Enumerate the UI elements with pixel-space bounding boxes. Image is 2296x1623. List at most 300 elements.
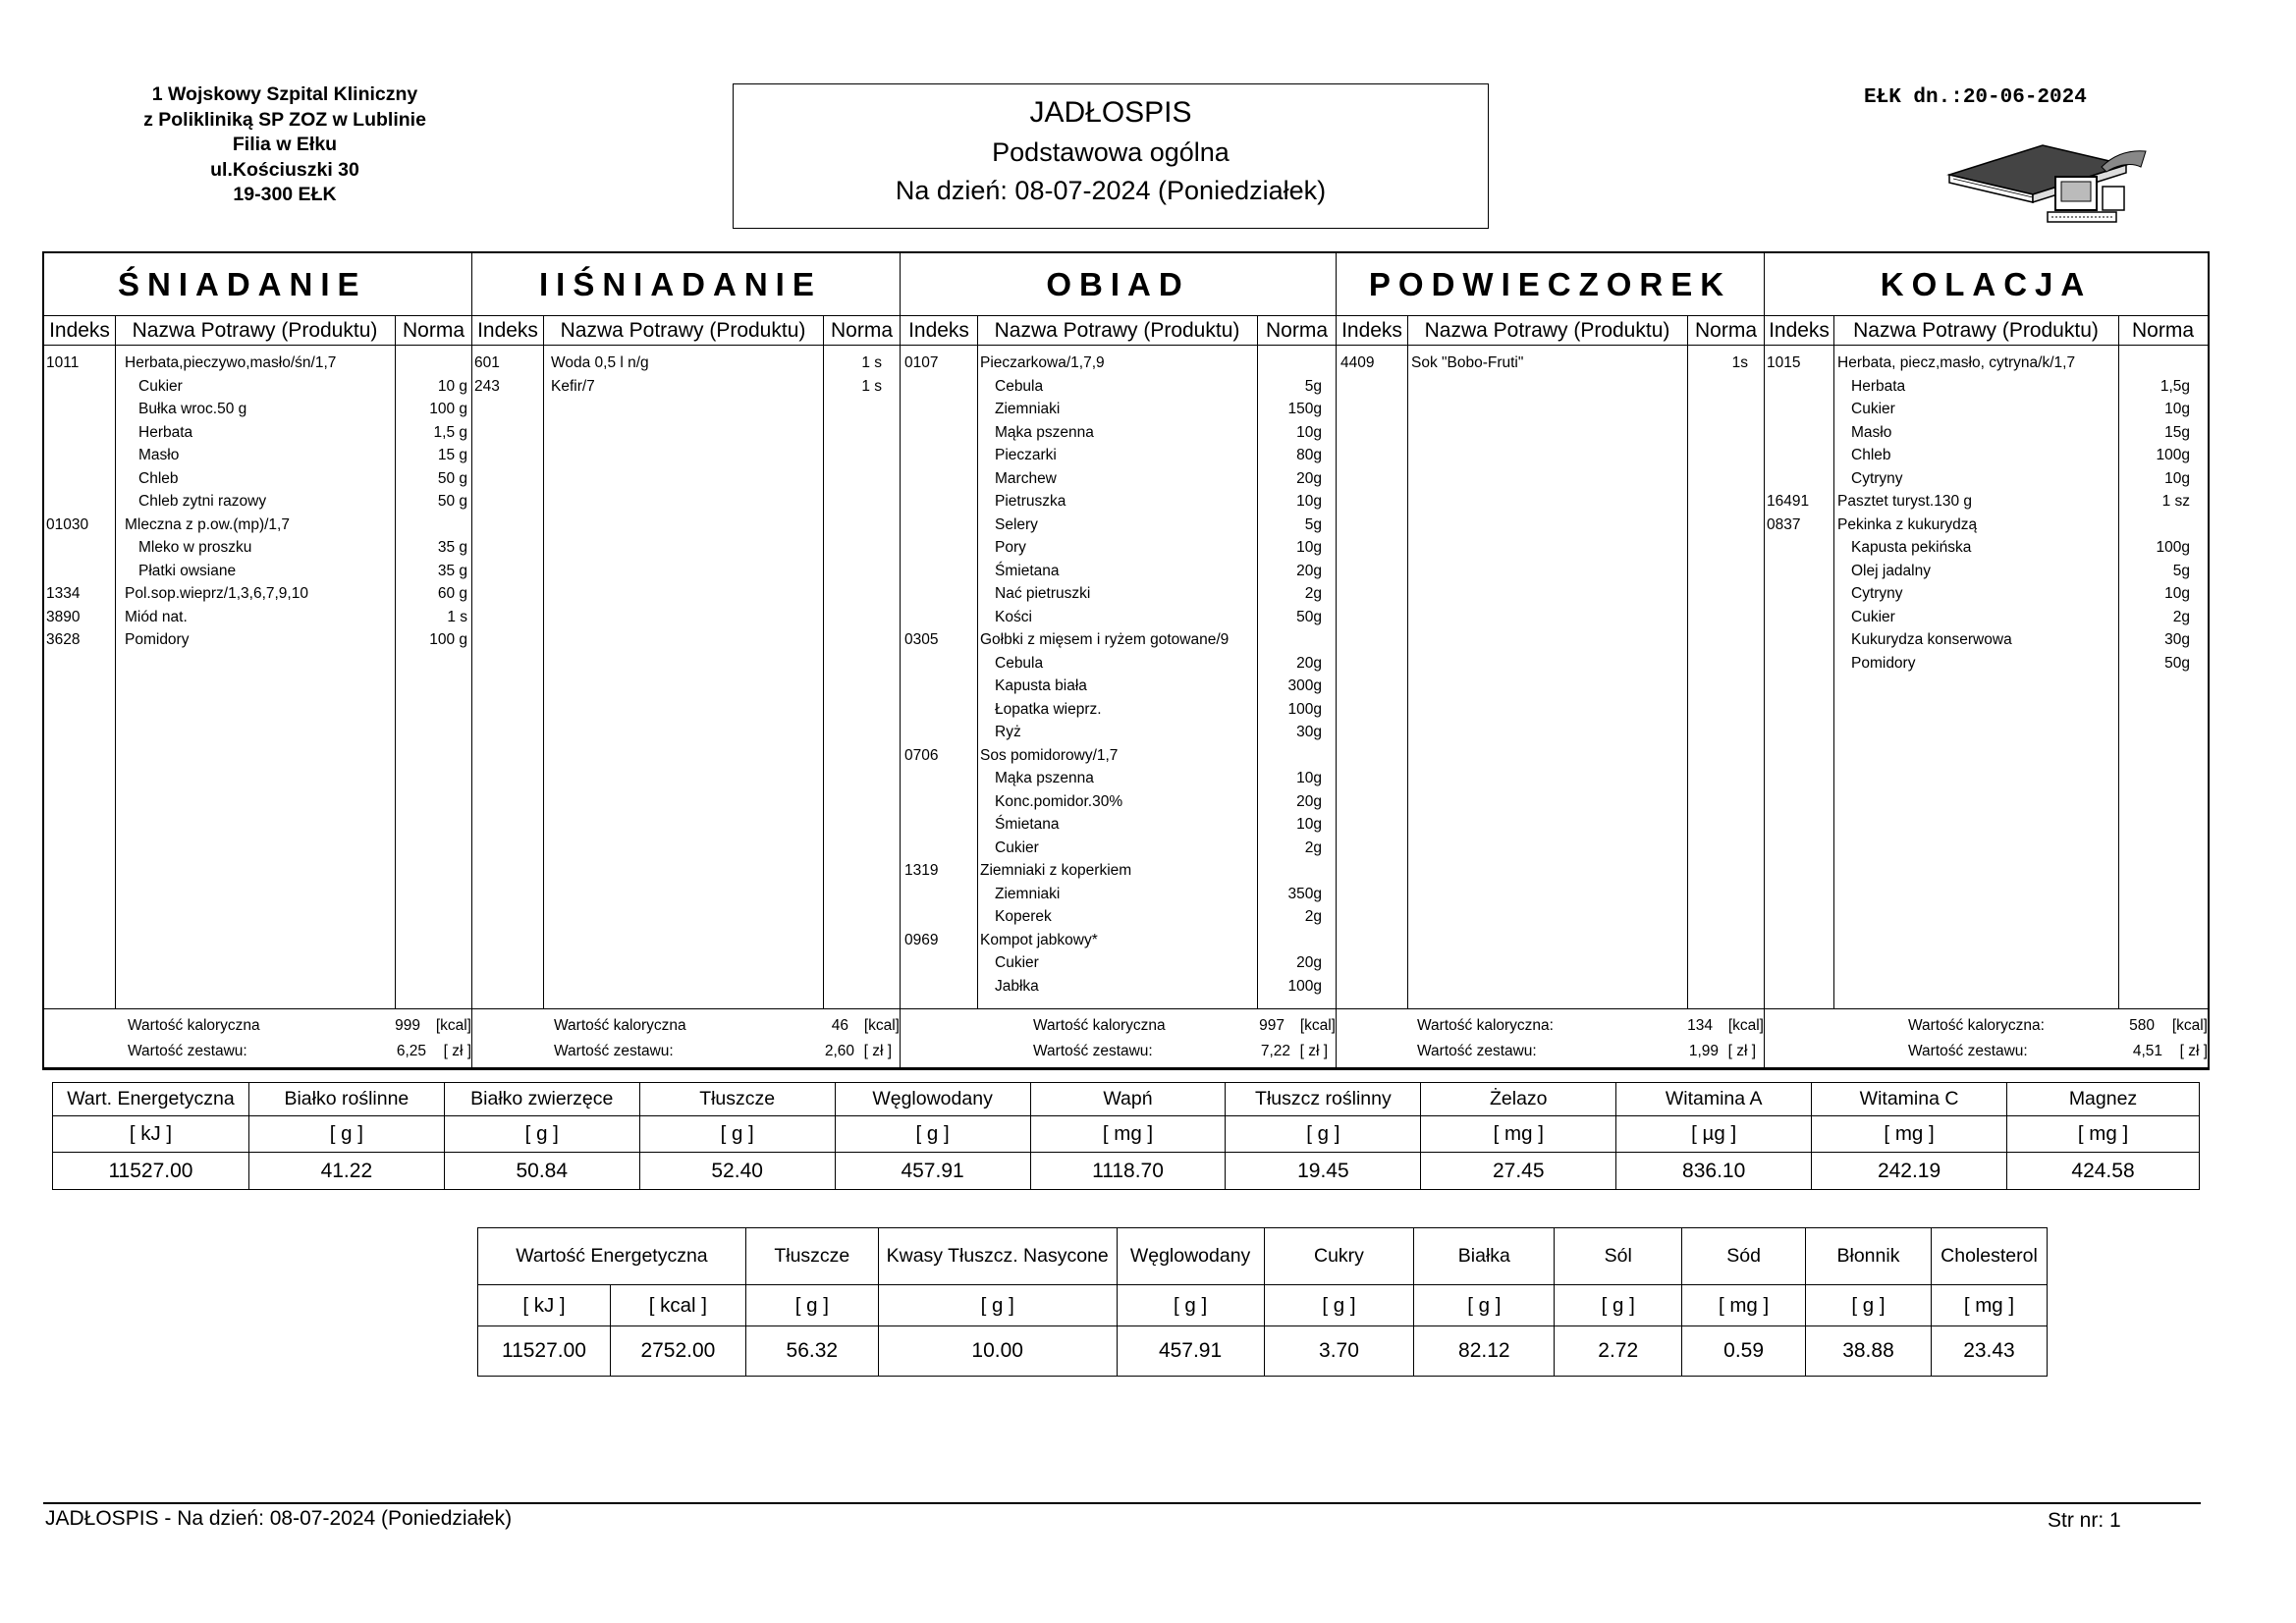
ingredient-name: Cukier <box>1851 608 1895 625</box>
dish-norm: 20g <box>1296 562 1322 579</box>
ingredient-row <box>44 375 471 399</box>
nutrient-header: Węglowodany <box>1117 1228 1264 1285</box>
footer-divider <box>43 1502 2201 1504</box>
dish-norm: 10g <box>1296 539 1322 556</box>
nutrient-header: Cukry <box>1264 1228 1414 1285</box>
nutrient-header: Węglowodany <box>835 1083 1030 1116</box>
nutrient-unit: [ kcal ] <box>610 1285 745 1326</box>
ingredient-name: Mąka pszenna <box>995 423 1094 441</box>
dish-row <box>44 352 471 375</box>
dish-norm: 5g <box>1304 377 1322 395</box>
nutrient-value: 27.45 <box>1421 1153 1616 1190</box>
cost-label: Wartość zestawu: <box>1417 1043 1537 1059</box>
nutrient-value: 0.59 <box>1682 1326 1806 1377</box>
nutrient-value: 56.32 <box>745 1326 878 1377</box>
dish-name: Mleczna z p.ow.(mp)/1,7 <box>125 515 290 533</box>
ingredient-name: Bułka wroc.50 g <box>138 401 247 417</box>
nutrition-table-main <box>52 1082 2200 1190</box>
ingredient-row <box>901 421 1336 445</box>
ingredient-name: Ziemniaki <box>995 885 1061 902</box>
ingredient-name: Pory <box>995 539 1026 556</box>
calorie-value: 580 <box>2129 1017 2155 1034</box>
ingredient-name: Konc.pomidor.30% <box>995 792 1123 810</box>
col-index-header: Indeks <box>472 316 543 346</box>
ingredient-name: Marchew <box>995 469 1057 487</box>
ingredient-row <box>901 652 1336 676</box>
nutrient-header: Sód <box>1682 1228 1806 1285</box>
nutrient-header: Wart. Energetyczna <box>53 1083 249 1116</box>
ingredient-row <box>901 490 1336 514</box>
nutrient-unit: [ mg ] <box>2007 1116 2200 1153</box>
nutrient-unit: [ mg ] <box>1421 1116 1616 1153</box>
dish-norm: 1,5g <box>2159 377 2190 395</box>
ingredient-name: Kapusta pekińska <box>1851 539 1972 556</box>
ingredient-name: Chleb zytni razowy <box>138 493 267 510</box>
dish-index: 1319 <box>904 862 939 879</box>
calorie-label: Wartość kaloryczna: <box>1417 1017 1554 1034</box>
ingredient-name: Herbata <box>1851 377 1906 395</box>
dish-row <box>472 352 900 375</box>
dish-norm: 5g <box>2172 562 2190 579</box>
dish-row <box>1765 352 2208 375</box>
ingredient-name: Nać pietruszki <box>995 585 1091 602</box>
nutrient-header: Tłuszcze <box>639 1083 835 1116</box>
page-number: Str nr: 1 <box>2048 1509 2121 1532</box>
dish-norm: 1 s <box>861 377 882 395</box>
ingredient-name: Chleb <box>1851 447 1891 463</box>
ingredient-name: Cukier <box>995 839 1039 856</box>
hospital-line: 19-300 EŁK <box>233 184 337 205</box>
ingredient-name: Kapusta biała <box>995 677 1087 694</box>
nutrient-header: Białka <box>1414 1228 1555 1285</box>
nutrient-value: 52.40 <box>639 1153 835 1190</box>
cost-unit: [ zł ] <box>443 1043 471 1059</box>
ingredient-name: Chleb <box>138 469 179 487</box>
col-name-header: Nazwa Potrawy (Produktu) <box>1407 316 1687 346</box>
dish-name: Pol.sop.wieprz/1,3,6,7,9,10 <box>125 585 308 602</box>
calorie-value: 46 <box>831 1017 848 1034</box>
dish-name: Pomidory <box>125 631 190 648</box>
cost-value: 2,60 <box>824 1043 854 1059</box>
dish-name: Woda 0,5 l n/g <box>551 354 649 371</box>
dish-norm: 80g <box>1296 447 1322 463</box>
nutrient-value: 50.84 <box>444 1153 639 1190</box>
ingredient-row <box>1765 606 2208 629</box>
nutrient-value: 457.91 <box>1117 1326 1264 1377</box>
ingredient-name: Mleko w proszku <box>138 539 252 556</box>
nutrient-unit: [ g ] <box>1414 1285 1555 1326</box>
dish-norm: 2g <box>2172 608 2190 625</box>
hospital-line: Filia w Ełku <box>232 134 338 155</box>
calorie-unit: [kcal] <box>435 1017 471 1034</box>
cost-unit: [ zł ] <box>1299 1043 1328 1059</box>
ingredient-row <box>901 606 1336 629</box>
ingredient-row <box>1765 582 2208 606</box>
nutrient-value: 1118.70 <box>1030 1153 1226 1190</box>
calorie-label: Wartość kaloryczna <box>554 1017 686 1034</box>
ingredient-name: Masło <box>138 447 180 463</box>
dish-norm: 100g <box>1287 977 1322 995</box>
dish-row <box>901 859 1336 883</box>
nutrient-unit: [ mg ] <box>1682 1285 1806 1326</box>
dish-index: 0969 <box>904 931 939 948</box>
cost-value: 7,22 <box>1260 1043 1290 1059</box>
section-breakfast <box>44 253 472 1067</box>
dish-norm: 1 s <box>447 608 467 625</box>
dish-row <box>1765 514 2208 537</box>
ingredient-name: Cukier <box>138 377 183 395</box>
dish-row <box>44 628 471 652</box>
col-norm-header: Norma <box>395 316 472 346</box>
calorie-label: Wartość kaloryczna <box>128 1017 260 1034</box>
dish-rows <box>472 352 900 398</box>
dish-norm: 50g <box>1296 608 1322 625</box>
dish-index: 3628 <box>46 631 81 648</box>
ingredient-name: Kości <box>995 608 1032 625</box>
nutrient-unit: [ g ] <box>444 1116 639 1153</box>
section-dinner <box>1765 253 2208 1067</box>
ingredient-name: Mąka pszenna <box>995 770 1094 786</box>
nutrient-value: 23.43 <box>1931 1326 2047 1377</box>
nutrient-header: Witamina C <box>1812 1083 2007 1116</box>
dish-row <box>472 375 900 399</box>
nutrient-unit: [ g ] <box>1264 1285 1414 1326</box>
calorie-unit: [kcal] <box>1727 1017 1764 1034</box>
ingredient-name: Śmietana <box>995 562 1060 579</box>
section-title: KOLACJA <box>1765 253 2208 316</box>
divider <box>1687 316 1688 1008</box>
calorie-label: Wartość kaloryczna: <box>1908 1017 2045 1034</box>
nutrient-header: Błonnik <box>1806 1228 1932 1285</box>
divider <box>823 316 824 1008</box>
cost-label: Wartość zestawu: <box>1908 1043 2028 1059</box>
ingredient-name: Łopatka wieprz. <box>995 700 1102 718</box>
nutrition-unit-row <box>53 1116 2200 1153</box>
ingredient-name: Cukier <box>995 954 1039 971</box>
dish-norm: 2g <box>1304 585 1322 602</box>
ingredient-row <box>44 444 471 467</box>
ingredient-row <box>1765 398 2208 421</box>
nutrient-header: Magnez <box>2007 1083 2200 1116</box>
ingredient-row <box>44 490 471 514</box>
ingredient-name: Olej jadalny <box>1851 562 1931 579</box>
nutrient-unit: [ mg ] <box>1812 1116 2007 1153</box>
dish-norm: 2g <box>1304 839 1322 856</box>
dish-norm: 50g <box>2164 654 2190 672</box>
nutrition-table-label <box>477 1227 2048 1377</box>
cost-unit: [ zł ] <box>1727 1043 1756 1059</box>
dish-norm: 20g <box>1296 654 1322 672</box>
ingredient-row <box>901 375 1336 399</box>
dish-row <box>1337 352 1764 375</box>
ingredient-row <box>901 560 1336 583</box>
nutrient-header: Cholesterol <box>1931 1228 2047 1285</box>
dish-norm: 15g <box>2164 423 2190 441</box>
ingredient-name: Cebula <box>995 377 1044 395</box>
col-index-header: Indeks <box>901 316 977 346</box>
dish-index: 01030 <box>46 515 89 533</box>
nutrient-value: 2.72 <box>1555 1326 1682 1377</box>
nutrient-unit: [ g ] <box>1117 1285 1264 1326</box>
divider <box>543 316 544 1008</box>
ingredient-name: Pietruszka <box>995 493 1066 510</box>
dish-index: 4409 <box>1340 354 1375 371</box>
dish-index: 0837 <box>1767 515 1801 533</box>
ingredient-row <box>901 398 1336 421</box>
nutrient-unit: [ g ] <box>878 1285 1117 1326</box>
dish-name: Kefir/7 <box>551 377 595 395</box>
dish-rows <box>901 352 1336 998</box>
nutrient-header: Kwasy Tłuszcz. Nasycone <box>878 1228 1117 1285</box>
energy-header: Wartość Energetyczna <box>478 1228 746 1285</box>
cost-unit: [ zł ] <box>863 1043 892 1059</box>
dish-norm: 60 g <box>437 585 467 602</box>
nutrient-unit: [ g ] <box>745 1285 878 1326</box>
dish-index: 1334 <box>46 585 81 602</box>
ingredient-row <box>901 721 1336 744</box>
section-afternoon-snack <box>1337 253 1765 1067</box>
dish-index: 243 <box>474 377 500 395</box>
cost-label: Wartość zestawu: <box>554 1043 674 1059</box>
section-summary <box>472 1008 900 1067</box>
document-title: JADŁOSPIS <box>1029 96 1192 129</box>
dish-index: 1011 <box>46 354 80 371</box>
dish-index: 3890 <box>46 608 81 625</box>
dish-norm: 10g <box>1296 423 1322 441</box>
dish-row <box>901 929 1336 952</box>
ingredient-row <box>1765 652 2208 676</box>
ingredient-row <box>44 421 471 445</box>
nutrient-value: 19.45 <box>1226 1153 1421 1190</box>
section-summary <box>44 1008 471 1067</box>
dish-norm: 1,5 g <box>433 423 467 441</box>
dish-index: 0706 <box>904 746 939 764</box>
hospital-address <box>88 82 481 208</box>
ingredient-row <box>1765 444 2208 467</box>
hospital-line: ul.Kościuszki 30 <box>210 158 359 181</box>
ingredient-row <box>901 883 1336 906</box>
dish-norm: 10g <box>2164 469 2190 487</box>
dish-name: Herbata,pieczywo,masło/śn/1,7 <box>125 354 337 371</box>
dish-norm: 100g <box>2156 539 2190 556</box>
calorie-value: 999 <box>395 1017 420 1034</box>
dish-norm: 2g <box>1304 908 1322 925</box>
cost-value: 6,25 <box>396 1043 426 1059</box>
nutrient-value: 242.19 <box>1812 1153 2007 1190</box>
col-name-header: Nazwa Potrawy (Produktu) <box>115 316 395 346</box>
ingredient-row <box>901 467 1336 491</box>
nutrient-unit: [ g ] <box>1555 1285 1682 1326</box>
dish-norm: 100g <box>2156 447 2190 463</box>
ingredient-row <box>901 582 1336 606</box>
col-norm-header: Norma <box>823 316 901 346</box>
ingredient-name: Cytryny <box>1851 469 1903 487</box>
nutrient-unit: [ kJ ] <box>478 1285 611 1326</box>
col-index-header: Indeks <box>1765 316 1833 346</box>
dish-norm: 100g <box>1287 700 1322 718</box>
section-summary <box>1337 1008 1764 1067</box>
dish-norm: 1 sz <box>2161 493 2190 510</box>
cost-unit: [ zł ] <box>2179 1043 2208 1059</box>
menu-date: Na dzień: 08-07-2024 (Poniedziałek) <box>895 176 1327 205</box>
section-second-breakfast <box>472 253 901 1067</box>
dish-name: Pasztet turyst.130 g <box>1837 493 1972 510</box>
nutrition-header-row <box>53 1083 2200 1116</box>
dish-norm: 1 s <box>861 354 882 371</box>
nutrition-value-row <box>53 1153 2200 1190</box>
dish-row <box>44 582 471 606</box>
footer-text: JADŁOSPIS - Na dzień: 08-07-2024 (Poniedziałek) <box>45 1507 513 1530</box>
ingredient-row <box>1765 375 2208 399</box>
dish-row <box>1765 490 2208 514</box>
issue-date: EŁK dn.:20-06-2024 <box>1864 86 2087 109</box>
dish-norm: 50 g <box>437 493 467 510</box>
divider <box>1407 316 1408 1008</box>
dish-norm: 350g <box>1287 885 1322 902</box>
nutrient-unit: [ mg ] <box>1931 1285 2047 1326</box>
section-title: ŚNIADANIE <box>44 253 471 316</box>
dish-rows <box>1337 352 1764 375</box>
nutrient-value: 2752.00 <box>610 1326 745 1377</box>
dish-row <box>901 744 1336 768</box>
dish-norm: 50 g <box>437 469 467 487</box>
nutrient-header: Witamina A <box>1616 1083 1812 1116</box>
ingredient-row <box>44 536 471 560</box>
ingredient-name: Jabłka <box>995 977 1039 995</box>
ingredient-name: Masło <box>1851 423 1892 441</box>
dish-norm: 10g <box>2164 401 2190 417</box>
ingredient-row <box>1765 536 2208 560</box>
ingredient-row <box>901 905 1336 929</box>
ingredient-name: Pomidory <box>1851 654 1916 672</box>
ingredient-row <box>901 444 1336 467</box>
ingredient-row <box>44 398 471 421</box>
nutrient-header: Tłuszcze <box>745 1228 878 1285</box>
nutrient-header: Tłuszcz roślinny <box>1226 1083 1421 1116</box>
dish-norm: 100 g <box>429 401 467 417</box>
nutrient-value: 11527.00 <box>53 1153 249 1190</box>
calorie-unit: [kcal] <box>1299 1017 1336 1034</box>
nutrient-value: 457.91 <box>835 1153 1030 1190</box>
dish-name: Sos pomidorowy/1,7 <box>980 746 1119 764</box>
ingredient-name: Płatki owsiane <box>138 562 237 579</box>
ingredient-name: Selery <box>995 515 1038 533</box>
calorie-label: Wartość kaloryczna <box>1033 1017 1166 1034</box>
section-summary <box>901 1008 1336 1067</box>
nutrient-header: Białko roślinne <box>248 1083 444 1116</box>
cost-value: 4,51 <box>2132 1043 2162 1059</box>
nutrient-header: Sól <box>1555 1228 1682 1285</box>
dish-name: Herbata, piecz,masło, cytryna/k/1,7 <box>1837 354 2076 371</box>
dish-norm: 35 g <box>437 562 467 579</box>
section-title: IIŚNIADANIE <box>472 253 900 316</box>
section-lunch <box>901 253 1337 1067</box>
hospital-line: 1 Wojskowy Szpital Kliniczny <box>151 83 418 105</box>
nutrient-value: 836.10 <box>1616 1153 1812 1190</box>
dish-norm: 1s <box>1731 354 1748 371</box>
nutrient-value: 38.88 <box>1806 1326 1932 1377</box>
meals-table <box>42 251 2210 1070</box>
ingredient-row <box>901 837 1336 860</box>
ingredient-name: Koperek <box>995 908 1052 925</box>
cost-value: 1,99 <box>1688 1043 1719 1059</box>
dish-norm: 30g <box>1296 724 1322 740</box>
cost-label: Wartość zestawu: <box>1033 1043 1153 1059</box>
section-title: OBIAD <box>901 253 1336 316</box>
cost-label: Wartość zestawu: <box>128 1043 247 1059</box>
dish-row <box>44 606 471 629</box>
dish-name: Ziemniaki z koperkiem <box>980 862 1132 879</box>
ingredient-row <box>1765 467 2208 491</box>
ingredient-row <box>1765 628 2208 652</box>
dish-norm: 20g <box>1296 469 1322 487</box>
nutrient-value: 11527.00 <box>478 1326 611 1377</box>
dish-rows <box>1765 352 2208 675</box>
col-name-header: Nazwa Potrawy (Produktu) <box>1833 316 2118 346</box>
nutrient-value: 3.70 <box>1264 1326 1414 1377</box>
nutrition-value-row <box>478 1326 2048 1377</box>
ingredient-row <box>901 514 1336 537</box>
dish-norm: 10g <box>1296 770 1322 786</box>
nutrient-unit: [ g ] <box>1806 1285 1932 1326</box>
ingredient-name: Kukurydza konserwowa <box>1851 631 2012 648</box>
dish-name: Gołbki z mięsem i ryżem gotowane/9 <box>980 631 1230 648</box>
ingredient-row <box>1765 421 2208 445</box>
dish-norm: 10g <box>1296 493 1322 510</box>
ingredient-row <box>44 560 471 583</box>
dish-index: 601 <box>474 354 500 371</box>
dish-norm: 100 g <box>429 631 467 648</box>
calorie-unit: [kcal] <box>2171 1017 2208 1034</box>
nutrient-header: Żelazo <box>1421 1083 1616 1116</box>
section-title: PODWIECZOREK <box>1337 253 1764 316</box>
dish-norm: 5g <box>1304 515 1322 533</box>
nutrient-unit: [ µg ] <box>1616 1116 1812 1153</box>
calorie-value: 997 <box>1259 1017 1285 1034</box>
dish-norm: 15 g <box>437 447 467 463</box>
ingredient-row <box>901 698 1336 722</box>
ingredient-name: Pieczarki <box>995 447 1057 463</box>
nutrient-unit: [ g ] <box>639 1116 835 1153</box>
ingredient-name: Herbata <box>138 423 193 441</box>
dish-name: Sok "Bobo-Fruti" <box>1411 354 1524 371</box>
ingredient-row <box>901 813 1336 837</box>
dish-norm: 10 g <box>437 377 467 395</box>
col-index-header: Indeks <box>1337 316 1407 346</box>
col-norm-header: Norma <box>1687 316 1765 346</box>
hospital-line: z Polikliniką SP ZOZ w Lublinie <box>143 108 426 131</box>
col-index-header: Indeks <box>44 316 115 346</box>
nutrient-header: Białko zwierzęce <box>444 1083 639 1116</box>
nutrient-unit: [ kJ ] <box>53 1116 249 1153</box>
ingredient-row <box>901 675 1336 698</box>
dish-name: Pekinka z kukurydzą <box>1837 515 1978 533</box>
dish-norm: 10g <box>2164 585 2190 602</box>
col-name-header: Nazwa Potrawy (Produktu) <box>977 316 1257 346</box>
dish-norm: 150g <box>1287 401 1322 417</box>
section-summary <box>1765 1008 2208 1067</box>
ingredient-row <box>44 467 471 491</box>
col-name-header: Nazwa Potrawy (Produktu) <box>543 316 823 346</box>
calorie-unit: [kcal] <box>863 1017 900 1034</box>
ingredient-name: Śmietana <box>995 816 1060 833</box>
ingredient-row <box>901 536 1336 560</box>
dish-row <box>901 628 1336 652</box>
dish-norm: 35 g <box>437 539 467 556</box>
dish-norm: 10g <box>1296 816 1322 833</box>
ingredient-row <box>901 790 1336 814</box>
nutrient-header: Wapń <box>1030 1083 1226 1116</box>
